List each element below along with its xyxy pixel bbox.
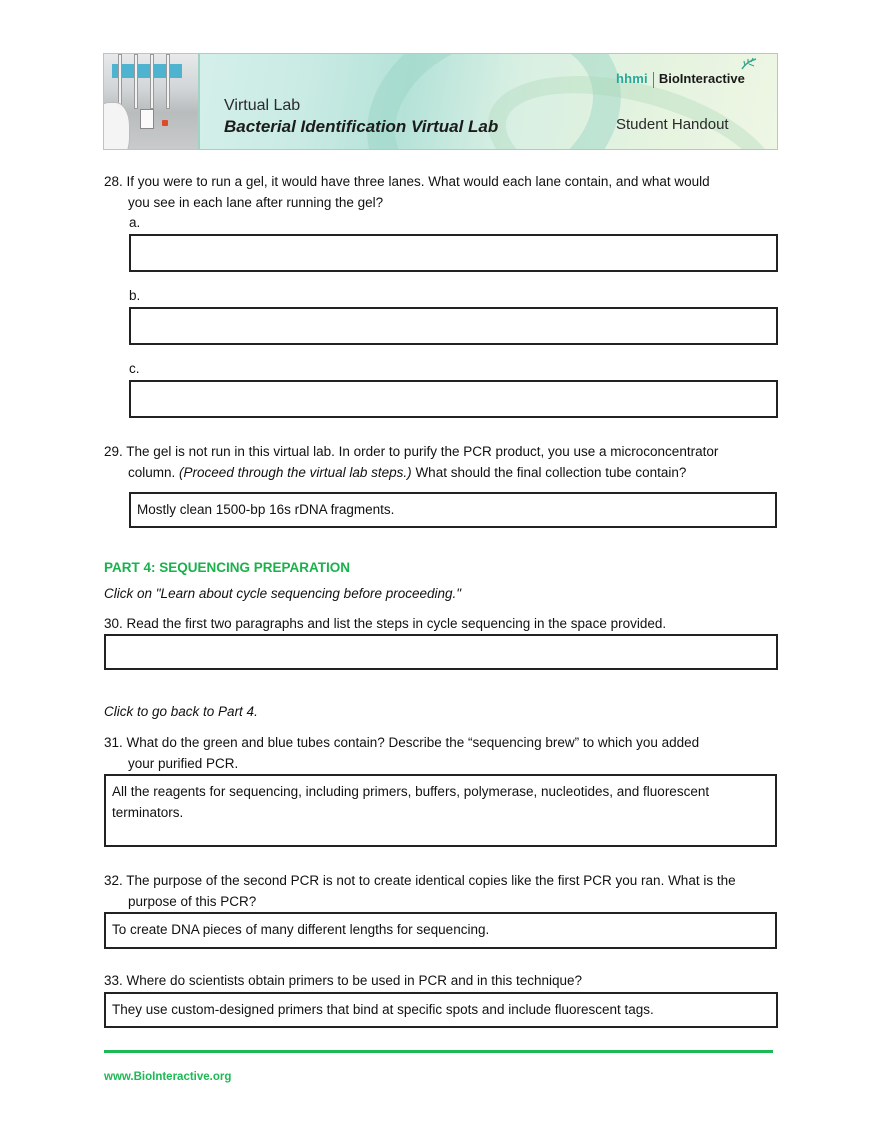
doc-type-label: Student Handout bbox=[616, 116, 729, 133]
tube-icon bbox=[162, 120, 168, 126]
question-29 bbox=[104, 441, 718, 483]
q29-answer-field[interactable]: Mostly clean 1500-bp 16s rDNA fragments. bbox=[129, 492, 777, 528]
q33-answer-field[interactable]: They use custom-designed primers that bind at specific spots and include fluorescent tags. bbox=[104, 992, 778, 1028]
question-text-cont: your purified PCR. bbox=[128, 756, 239, 771]
question-32 bbox=[104, 870, 736, 912]
lane-a-answer-field[interactable] bbox=[129, 234, 778, 272]
answer-line: terminators. bbox=[112, 805, 184, 820]
answer-line: All the reagents for sequencing, including primers, buffers, polymerase, nucleotides, and fluorescent bbox=[112, 784, 710, 799]
pipette-icon bbox=[150, 54, 154, 109]
back-to-part-4-instruction: Click to go back to Part 4. bbox=[104, 704, 258, 719]
lab-bench-photo bbox=[104, 54, 200, 150]
question-number: 32. bbox=[104, 873, 123, 888]
pipette-icon bbox=[166, 54, 170, 109]
pipette-icon bbox=[118, 54, 122, 109]
question-text-italic: (Proceed through the virtual lab steps.) bbox=[179, 465, 412, 480]
question-text: Read the first two paragraphs and list the steps in cycle sequencing in the space provided. bbox=[126, 616, 667, 631]
question-number: 30. bbox=[104, 616, 123, 631]
lane-c-answer-field[interactable] bbox=[129, 380, 778, 418]
question-text-cont: you see in each lane after running the gel? bbox=[128, 195, 384, 210]
question-number: 33. bbox=[104, 973, 123, 988]
question-text-suffix: What should the final collection tube contain? bbox=[415, 465, 687, 480]
lane-b-label: b. bbox=[129, 288, 141, 303]
leaf-icon bbox=[741, 57, 757, 71]
question-28 bbox=[104, 171, 710, 213]
logo-biointeractive: BioInteractive bbox=[658, 71, 745, 86]
question-33 bbox=[104, 970, 582, 991]
question-text-prefix: column. bbox=[128, 465, 176, 480]
question-text: The gel is not run in this virtual lab. In order to purify the PCR product, you use a microconcentrator bbox=[126, 444, 719, 459]
header-banner bbox=[103, 53, 778, 150]
question-text: The purpose of the second PCR is not to create identical copies like the first PCR you ran. What is the bbox=[126, 873, 736, 888]
question-number: 31. bbox=[104, 735, 123, 750]
banner-label: Virtual Lab bbox=[224, 97, 301, 114]
question-number: 28. bbox=[104, 174, 123, 189]
footer-divider bbox=[104, 1050, 773, 1053]
lane-b-answer-field[interactable] bbox=[129, 307, 778, 345]
footer-url-link[interactable]: www.BioInteractive.org bbox=[104, 1071, 232, 1083]
question-text-cont bbox=[104, 462, 718, 483]
question-number: 29. bbox=[104, 444, 123, 459]
part-4-instruction: Click on "Learn about cycle sequencing before proceeding." bbox=[104, 586, 462, 601]
question-text: What do the green and blue tubes contain? Describe the “sequencing brew” to which you added bbox=[126, 735, 700, 750]
question-text: If you were to run a gel, it would have three lanes. What would each lane contain, and what would bbox=[126, 174, 710, 189]
section-title-part-4: PART 4: SEQUENCING PREPARATION bbox=[104, 560, 351, 575]
lane-c-label: c. bbox=[129, 361, 140, 376]
pipette-rack bbox=[112, 64, 182, 78]
question-text: Where do scientists obtain primers to be used in PCR and in this technique? bbox=[126, 973, 583, 988]
q31-answer-field[interactable] bbox=[104, 774, 777, 847]
q32-answer-field[interactable]: To create DNA pieces of many different lengths for sequencing. bbox=[104, 912, 777, 949]
hhmi-biointeractive-logo bbox=[616, 71, 745, 88]
question-30 bbox=[104, 613, 666, 634]
reagent-box-icon bbox=[140, 109, 154, 129]
question-text-cont: purpose of this PCR? bbox=[128, 894, 257, 909]
lane-a-label: a. bbox=[129, 215, 141, 230]
logo-hhmi: hhmi bbox=[616, 71, 648, 86]
banner-title: Bacterial Identification Virtual Lab bbox=[224, 117, 499, 136]
q30-answer-field[interactable] bbox=[104, 634, 778, 670]
question-31 bbox=[104, 732, 699, 774]
centrifuge-icon bbox=[103, 102, 130, 150]
pipette-icon bbox=[134, 54, 138, 109]
logo-divider bbox=[653, 72, 654, 88]
